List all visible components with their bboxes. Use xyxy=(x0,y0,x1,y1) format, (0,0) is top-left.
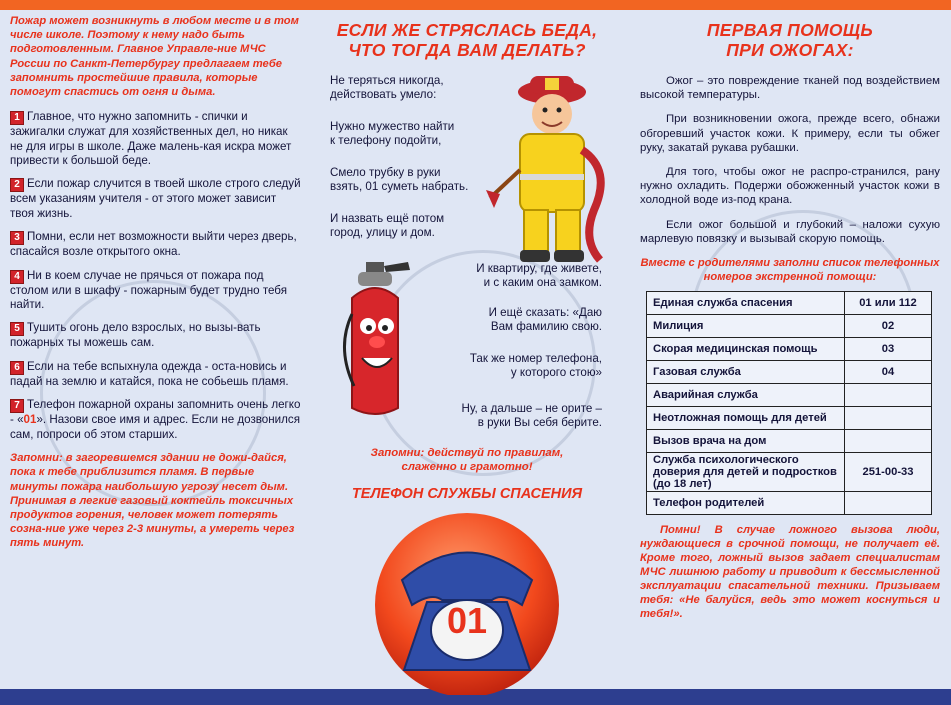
poem-line: взять, 01 суметь набрать. xyxy=(330,180,469,194)
paragraph: Ожог – это повреждение тканей под воздействием высокой температуры. xyxy=(640,75,940,102)
poem-stanza xyxy=(461,402,602,431)
poem-stanza xyxy=(470,352,602,381)
service-name: Единая служба спасения xyxy=(647,292,845,315)
table-row xyxy=(647,453,932,492)
section-title xyxy=(322,20,612,60)
service-number xyxy=(845,384,932,407)
remember-note: Запомни: в загоревшемся здании не дожи-дайся, пока к тебе приблизится пламя. В первые минуты пожара наибольшую угрозу несет дым. Принимая в легкие газовый коктейль токсичных продуктов горения, человек может потерять созна-ние уже через 2-3 минуты, а умереть через пять минут. xyxy=(10,452,295,550)
rule-text: ». Назови свое имя и адрес. Если не дозвонился сам, попроси об этом старших. xyxy=(10,413,300,441)
poem-line: Вам фамилию свою. xyxy=(490,320,602,334)
false-call-warning: Помни! В случае ложного вызова люди, нуждающиеся в срочной помощи, не получает её. Кроме того, ложный вызов задает специалистам МЧС лишнюю работу и приводит к бессмысленной эксплуатации спасательной техники. Призываем тебя: «Не балуйся, ведь это может коснуться и тебя!». xyxy=(640,524,940,621)
poem-line: к телефону подойти, xyxy=(330,134,442,148)
poem-line: И квартиру, где живете, xyxy=(476,262,602,275)
paragraph: Если ожог большой и глубокий – наложи сухую марлевую повязку и вызывай скорую помощь. xyxy=(640,218,940,245)
service-number xyxy=(845,430,932,453)
service-name: Милиция xyxy=(647,315,845,338)
poem-stanza xyxy=(330,212,444,241)
intro-text: Пожар может возникнуть в любом месте и в том числе школе. Поэтому к нему надо быть подготовленным. Главное Управле-ние МЧС России по Санкт-Петербургу предлагаем тебе запомнить простейшие правила, которые помогут спастись от огня и дыма. xyxy=(10,15,299,99)
remember-line: Запомни: действуй по правилам, xyxy=(370,447,564,459)
poem-line: Нужно мужество найти xyxy=(330,120,455,133)
paragraph: При возникновении ожога, прежде всего, обнажи обгоревший участок кожи. К примеру, если ты обжег руку, закатай рукава рубашки. xyxy=(640,113,940,154)
panel-burns-first-aid xyxy=(640,14,940,684)
poem-line: действовать умело: xyxy=(330,88,437,102)
rule-text: Ни в коем случае не прячься от пожара под столом или в шкафу - пожарным будет трудно тебя найти. xyxy=(10,268,287,312)
rule-phone-number: 01 xyxy=(23,413,37,427)
rescue-phone-title: ТЕЛЕФОН СЛУЖБЫ СПАСЕНИЯ xyxy=(351,486,583,502)
section-title-line: ЧТО ТОГДА ВАМ ДЕЛАТЬ? xyxy=(348,40,586,60)
table-row xyxy=(647,315,932,338)
rule-text: Если пожар случится в твоей школе строго следуй всем указаниям учителя - от этого может зависит твоя жизнь. xyxy=(10,177,301,220)
service-name: Телефон родителей xyxy=(647,492,845,515)
phone-number-label: 01 xyxy=(446,600,488,641)
service-name: Аварийная служба xyxy=(647,384,845,407)
poem-line: И назвать ещё потом xyxy=(330,212,445,225)
remember-line: слаженно и грамотно! xyxy=(401,461,533,473)
table-row xyxy=(647,384,932,407)
poem-line: И ещё сказать: «Даю xyxy=(488,306,602,319)
poem-stanza xyxy=(330,120,454,149)
poem-line: Смело трубку в руки xyxy=(330,166,441,179)
service-number xyxy=(845,492,932,515)
rule-number-badge: 1 xyxy=(10,111,24,125)
rule-text: Если на тебе вспыхнула одежда - оста-новись и падай на землю и катайся, пока не собьешь пламя. xyxy=(10,359,289,388)
poem-stanza xyxy=(489,306,602,335)
rule-number-badge: 4 xyxy=(10,270,24,284)
poem-line: и с каким она замком. xyxy=(483,276,602,290)
rule-number-badge: 7 xyxy=(10,399,24,413)
table-row xyxy=(647,292,932,315)
service-name: Вызов врача на дом xyxy=(647,430,845,453)
table-row xyxy=(647,492,932,515)
rule-number-badge: 6 xyxy=(10,361,24,375)
rule-item xyxy=(10,321,302,350)
table-intro: Вместе с родителями заполни список телефонных номеров экстренной помощи: xyxy=(640,257,940,284)
panel-fire-rules xyxy=(10,14,302,684)
firefighter-illustration xyxy=(482,70,622,270)
rule-text: Помни, если нет возможности выйти через дверь, спасайся возле открытого окна. xyxy=(10,230,297,259)
poem-stanza xyxy=(330,166,468,195)
service-name: Неотложная помощь для детей xyxy=(647,407,845,430)
service-number: 251-00-33 xyxy=(845,453,932,492)
table-row xyxy=(647,430,932,453)
service-number xyxy=(845,407,932,430)
poem-line: у которого стою» xyxy=(510,366,602,380)
section-title-line: ПРИ ОЖОГАХ: xyxy=(726,40,854,60)
rule-item xyxy=(10,230,302,259)
rule-text: Тушить огонь дело взрослых, но вызы-вать пожарных ты можешь сам. xyxy=(10,321,261,350)
panel-what-to-do xyxy=(322,14,612,684)
table-row xyxy=(647,338,932,361)
rule-item xyxy=(10,269,302,313)
paragraph: Для того, чтобы ожог не распро-странился, рану нужно охладить. Подержи обожженный участок кожи в холодной воде из-под крана. xyxy=(640,166,940,207)
top-orange-bar xyxy=(0,0,951,10)
section-title-line: ЕСЛИ ЖЕ СТРЯСЛАСЬ БЕДА, xyxy=(336,20,598,40)
section-title xyxy=(640,20,940,60)
rule-number-badge: 5 xyxy=(10,322,24,336)
rule-item xyxy=(10,110,302,168)
service-number: 03 xyxy=(845,338,932,361)
fire-extinguisher-illustration xyxy=(336,258,426,428)
poem-line: Так же номер телефона, xyxy=(469,352,602,365)
poem-line: город, улицу и дом. xyxy=(330,226,435,240)
poem-stanza xyxy=(330,74,444,103)
remember-note xyxy=(322,446,612,474)
service-name: Скорая медицинская помощь xyxy=(647,338,845,361)
rule-number-badge: 3 xyxy=(10,231,24,245)
emergency-phones-table xyxy=(646,291,932,515)
poem-line: в руки Вы себя берите. xyxy=(477,416,602,430)
table-row xyxy=(647,361,932,384)
rule-text: Главное, что нужно запомнить - спички и зажигалки служат для хозяйственных дел, но никак не для игры в школе. Даже малень-кая искра может привести к большой беде. xyxy=(10,110,292,168)
rule-item xyxy=(10,398,302,442)
service-number: 02 xyxy=(845,315,932,338)
rule-item xyxy=(10,360,302,389)
service-number: 01 или 112 xyxy=(845,292,932,315)
poem-line: Не теряться никогда, xyxy=(330,74,444,87)
section-title-line: ПЕРВАЯ ПОМОЩЬ xyxy=(706,20,874,40)
rule-item xyxy=(10,177,302,221)
service-name: Газовая служба xyxy=(647,361,845,384)
service-name: Служба психологического доверия для детей и подростков (до 18 лет) xyxy=(647,453,845,492)
poem-line: Ну, а дальше – не орите – xyxy=(461,402,602,415)
rule-number-badge: 2 xyxy=(10,178,24,192)
rule-text: Телефон пожарной охраны запомнить очень легко - « xyxy=(10,398,301,427)
service-number: 04 xyxy=(845,361,932,384)
table-row xyxy=(647,407,932,430)
